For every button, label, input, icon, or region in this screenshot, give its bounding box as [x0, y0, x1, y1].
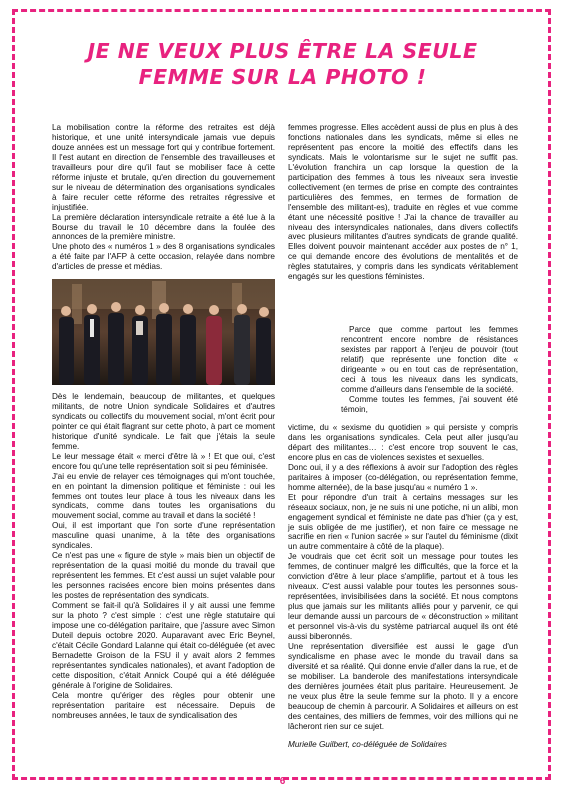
paragraph: Comment se fait-il qu'à Solidaires il y ait aussi une femme sur la photo ? c'est simple : c'est une règle statutaire qui impose une co-délégation paritaire, que j'assure avec Simon Duteil depuis octobre 2020. Auparavant avec Eric Beynel, c'était Cécile Gondard Lalanne qui était co-déléguée (et avec Bernadette Groison de la FSU il y avait alors 2 femmes représentantes syndicales nationales), et avant l'adoption de cette disposition, c'était Annick Coupé qui a été déléguée générale à l'origine de Solidaires. — [52, 601, 275, 690]
paragraph: victime, du « sexisme du quotidien » qui persiste y compris dans les organisations syndicales. Cela peut aller jusqu'au départ des militantes… : c'est encore trop souvent le cas, encore plus en cas de violences sexistes et sexuelles. — [288, 423, 518, 462]
paragraph: Ce n'est pas une « figure de style » mais bien un objectif de représentation de la quasi moitié du monde du travail que représentent les femmes. Et c'est aussi un sujet valable pour les personnes racisées encore bien moins présentes dans les postes de représentation des syndicats. — [52, 551, 275, 601]
paragraph: Dès le lendemain, beaucoup de militantes, et quelques militants, de notre Union syndicale Solidaires et d'autres syndicats ou collectifs du mouvement social, m'ont écrit pour pointer ce qui était flagrant sur cette photo, à part ce moment historique d'unité syndicale. Le fait que j'étais la seule femme. — [52, 392, 275, 451]
paragraph: Donc oui, il y a des réflexions à avoir sur l'adoption des règles paritaires à imposer (co-délégation, ou représentation femme, homme alternée), de la base jusqu'au « numéro 1 ». — [288, 462, 518, 492]
author-signature: Murielle Guilbert, co-déléguée de Solidaires — [288, 740, 447, 749]
right-column-top — [288, 123, 518, 282]
paragraph: Une photo des « numéros 1 » des 8 organisations syndicales a été faite par l'AFP à cette occasion, relayée dans nombre d'articles de presse et médias. — [52, 242, 275, 272]
paragraph: Je voudrais que cet écrit soit un message pour toutes les femmes, de continuer malgré les difficultés, que la force et la conviction d'être à leur place s'amplifie, partout et à tous les niveaux. C'est aussi valable pour toutes les personnes sous-représentées, invisibilisées dans la société. Et nous comptons plus que jamais sur les militants alliés pour y parvenir, ce qui leur demande aussi un parcours de « déconstruction » militant et personnel vis-à-vis du système patriarcal auquel ils ont été aussi biberonnés. — [288, 552, 518, 642]
title-line-1: JE NE VEUX PLUS ÊTRE LA SEULE — [87, 39, 478, 63]
paragraph: La mobilisation contre la réforme des retraites est déjà historique, et une unité intersyndicale jamais vue depuis douze années est un message fort qui y contribue fortement. Il l'est autant en direction de l'ensemble des travailleuses et travailleurs pour dire qu'il faut se mobiliser face à cette réforme injuste et brutale, qu'en direction du gouvernement sur le niveau de détermination des organisations syndicales à faire reculer cette réforme des retraites régressive et injustifiée. — [52, 123, 275, 212]
paragraph: Comme toutes les femmes, j'ai souvent été témoin, — [341, 394, 518, 414]
paragraph: Une représentation diversifiée est aussi le gage d'un syndicalisme en phase avec le monde du travail dans sa diversité et sa réalité. Qui donne envie d'aller dans la rue, et de se mobiliser. La banderole des manifestations intersyndicale des dernières journées était plus paritaire. Heureusement. Je ne veux plus être la seule femme sur la photo. Il y a encore beaucoup de chemin à parcourir. A Solidaires et ailleurs on est des centaines, des milliers de femmes, voir des millions qui ne lâcheront rien sur ce sujet. — [288, 641, 518, 731]
paragraph: femmes progresse. Elles accèdent aussi de plus en plus à des fonctions nationales dans les syndicats, même si elles ne représentent pas encore la moitié des effectifs dans les syndicats. Mais le volontarisme sur le sujet ne suffit pas. L'évolution franchira un cap lorsque la question de la participation des femmes à tous les niveaux sera investie collectivement (en termes de prise en compte des contraintes particulières des femmes, en termes de formation de l'ensemble des militant-es), traduite en règles et vue comme étant une nécessité positive ! J'ai la chance de travailler au niveau des intersyndicales nationales, dans divers collectifs avec plusieurs militantes d'autres syndicats de grande qualité. Elles doivent pouvoir maintenant accéder aux postes de n° 1, ce qui demande encore des évolutions de mentalités et de règles statutaires, y compris dans les syndicats véritablement engagés sur les questions féministes. — [288, 123, 518, 282]
union-leaders-photo — [52, 279, 275, 385]
paragraph: J'ai eu envie de relayer ces témoignages qui m'ont touchée, en en pointant la dimension politique et féministe : oui les femmes ont toutes leur place à tous les niveaux dans les syndicats, comme dans toutes les organisations du mouvement social, comme au travail et dans la société ! — [52, 471, 275, 521]
paragraph: La première déclaration intersyndicale retraite a été lue à la Bourse du travail le 10 décembre dans la foulée des annonces de la première ministre. — [52, 212, 275, 242]
photo-illustration — [52, 279, 275, 385]
right-column-bottom — [288, 423, 518, 732]
article-title — [25, 38, 540, 90]
page-number: 6 — [279, 776, 286, 787]
paragraph: Oui, il est important que l'on sorte d'une représentation masculine quasi unanime, à la tête des organisations syndicales. — [52, 521, 275, 551]
paragraph: Cela montre qu'ériger des règles pour obtenir une représentation paritaire est nécessaire. Depuis de nombreuses années, le taux de syndicalisation des — [52, 690, 275, 720]
paragraph: Parce que comme partout les femmes rencontrent encore nombre de résistances sexistes par rapport à l'enjeu de pouvoir (tout relatif) que représente une fonction dite « dirigeante » ou en tout cas de représentation, ceci à tous les niveaux dans les syndicats, comme d'ailleurs dans l'ensemble de la société. — [341, 325, 518, 394]
right-column-indented — [341, 325, 518, 415]
paragraph: Le leur message était « merci d'être là » ! Et que oui, c'est encore fou qu'une telle représentation soit si peu féminisée. — [52, 451, 275, 471]
left-column-top — [52, 123, 275, 272]
left-column-bottom — [52, 392, 275, 720]
paragraph: Et pour répondre d'un trait à certains messages sur les réseaux sociaux, non, je ne suis ni une potiche, ni un alibi, mon engagement syndical et féministe ne date pas d'hier (ça y est, je suis obligée de me justifier), et non faire ce message ne sacrifie en rien « l'union sacrée » sur l'autel du féminisme (dixit un autre commentaire à côté de la plaque). — [288, 492, 518, 552]
title-line-2: FEMME SUR LA PHOTO ! — [138, 65, 427, 89]
